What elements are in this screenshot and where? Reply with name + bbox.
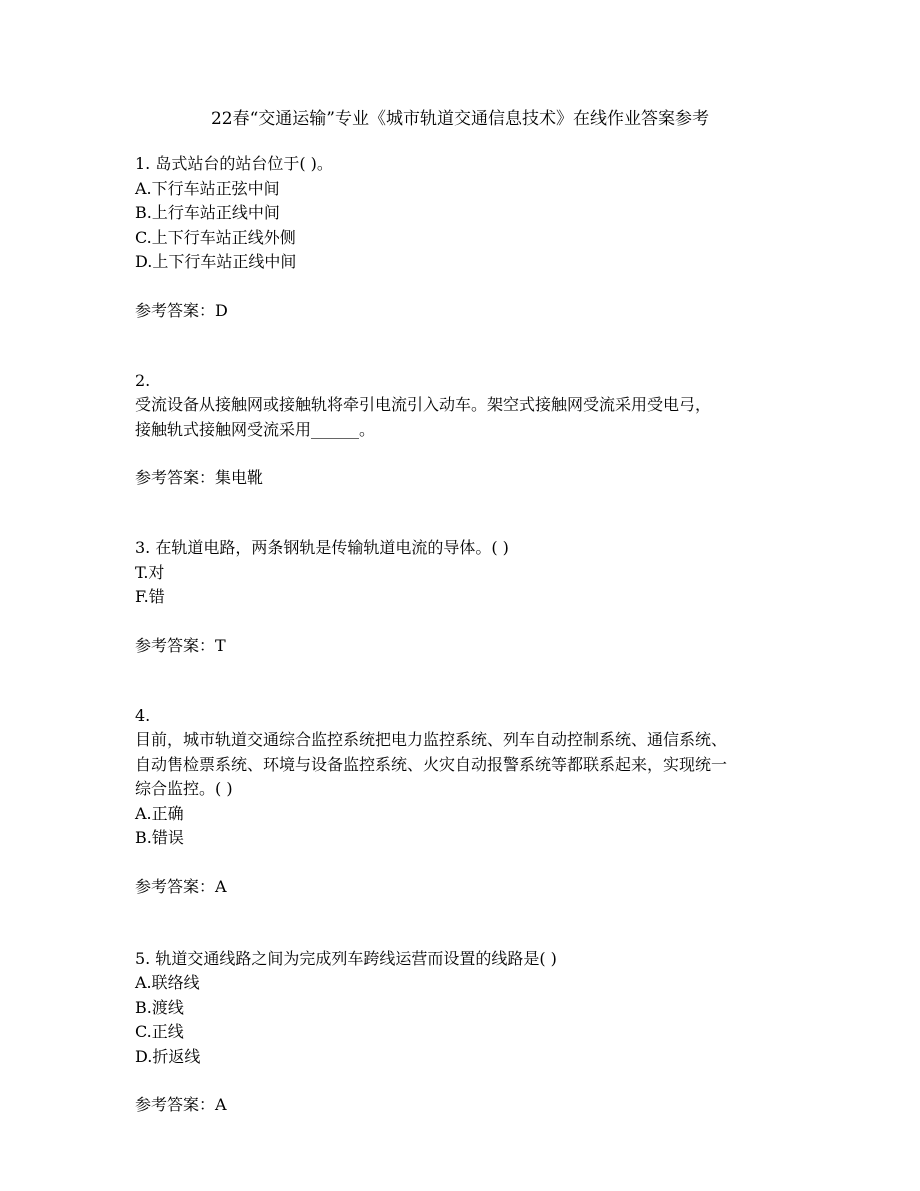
question-3	[135, 536, 795, 658]
question-4	[135, 704, 795, 899]
question-5-option-a: A.联络线	[135, 973, 200, 992]
question-2-stem-line-2: 接触轨式接触网受流采用______。	[135, 419, 376, 439]
question-3-answer: 参考答案：T	[135, 635, 226, 655]
question-5-option-c: C.正线	[135, 1022, 184, 1041]
question-2-number: 2.	[135, 370, 151, 390]
question-4-stem-line-1: 目前，城市轨道交通综合监控系统把电力监控系统、列车自动控制系统、通信系统、	[135, 730, 728, 749]
question-5	[135, 947, 795, 1118]
question-5-answer: 参考答案：A	[135, 1095, 227, 1114]
spacer	[135, 323, 795, 369]
question-5-option-b: B.渡线	[135, 997, 184, 1017]
question-1	[135, 152, 795, 323]
question-5-stem: 5. 轨道交通线路之间为完成列车跨线运营而设置的线路是( )	[135, 948, 557, 968]
document-title: 22春“交通运输”专业《城市轨道交通信息技术》在线作业答案参考	[210, 109, 709, 129]
question-4-number: 4.	[135, 705, 151, 725]
question-3-stem: 3. 在轨道电路，两条钢轨是传输轨道电流的导体。( )	[135, 538, 509, 557]
question-4-answer: 参考答案：A	[135, 876, 227, 896]
question-3-option-t: T.对	[135, 562, 165, 582]
question-list	[135, 152, 795, 1117]
question-2-answer: 参考答案：集电靴	[135, 468, 264, 487]
question-1-option-b: B.上行车站正线中间	[135, 203, 280, 222]
question-2	[135, 369, 795, 491]
question-1-stem: 1. 岛式站台的站台位于( )。	[135, 154, 333, 173]
question-1-option-c: C.上下行车站正线外侧	[135, 227, 296, 247]
spacer	[135, 658, 795, 704]
question-4-option-b: B.错误	[135, 828, 184, 847]
question-1-option-d: D.上下行车站正线中间	[135, 252, 297, 271]
question-1-answer: 参考答案：D	[135, 300, 228, 320]
question-2-stem-line-1: 受流设备从接触网或接触轨将牵引电流引入动车。架空式接触网受流采用受电弓，	[135, 395, 712, 414]
spacer	[135, 490, 795, 536]
spacer	[135, 899, 795, 947]
question-3-option-f: F.错	[135, 587, 165, 606]
question-1-option-a: A.下行车站正弦中间	[135, 178, 280, 198]
question-4-stem-line-3: 综合监控。( )	[135, 779, 233, 798]
question-4-stem-line-2: 自动售检票系统、环境与设备监控系统、火灾自动报警系统等都联系起来，实现统一	[135, 754, 728, 774]
question-5-option-d: D.折返线	[135, 1046, 201, 1066]
question-4-option-a: A.正确	[135, 803, 184, 823]
